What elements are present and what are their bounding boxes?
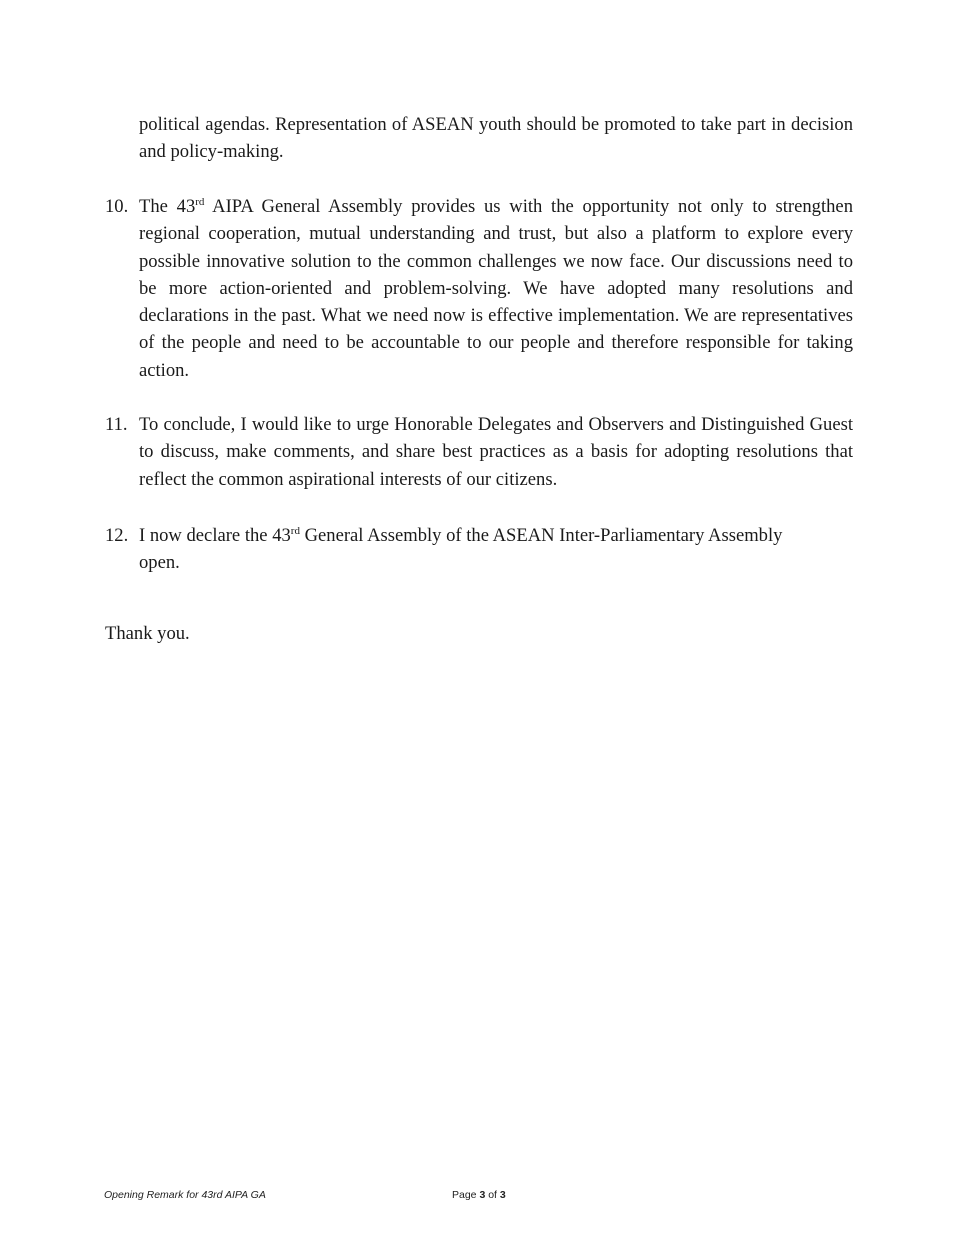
closing-line: Thank you. [105,623,190,644]
paragraph-12-superscript: rd [290,525,300,537]
paragraph-number-11: 11. [105,414,128,435]
paragraph-number-12: 12. [105,525,129,546]
paragraph-continuation: political agendas. Representation of ASEAN youth should be promoted to take part in decision and policy-making. [139,114,853,163]
footer-page-number [452,1189,506,1201]
footer-page-label: Page [452,1189,480,1201]
footer-page-total: 3 [499,1189,506,1201]
paragraph-12 [139,522,789,577]
footer-document-title: Opening Remark for 43rd AIPA GA [104,1189,266,1201]
footer-page-current: 3 [479,1189,486,1201]
paragraph-11: To conclude, I would like to urge Honorable Delegates and Observers and Distinguished Guest to discuss, make comments, and share best practices as a basis for adopting resolutions that reflect the common aspirational interests of our citizens. [139,414,853,490]
paragraph-10-superscript: rd [195,196,205,208]
paragraph-12-lead: I now declare the 43 [139,525,291,546]
paragraph-number-10: 10. [105,196,129,217]
paragraph-10-body: AIPA General Assembly provides us with the opportunity not only to strengthen regional cooperation, mutual understanding and trust, but also a platform to explore every possible innovative solution to the common challenges we now face. Our discussions need to be more action-oriented and problem-solving. We have adopted many resolutions and declarations in the past. What we need now is effective implementation. We are representatives of the people and need to be accountable to our people and therefore responsible for taking action. [139,196,853,381]
footer-page-of: of [485,1189,500,1201]
paragraph-10-lead: The 43 [139,196,196,217]
paragraph-12-body: General Assembly of the ASEAN Inter-Parliamentary Assembly open. [139,525,783,574]
paragraph-10 [139,193,853,384]
